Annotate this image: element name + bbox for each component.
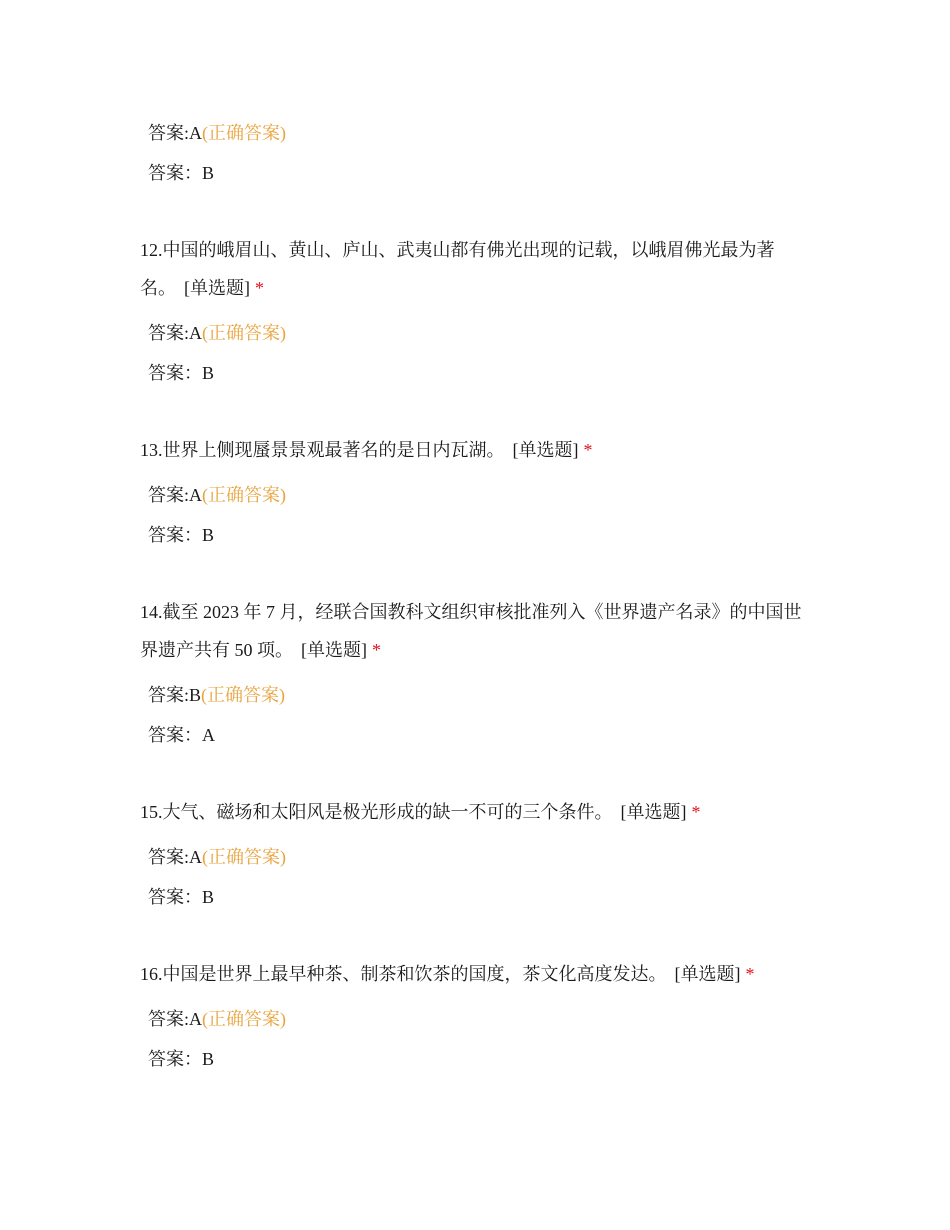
answer-prefix: 答案: <box>148 485 190 505</box>
question-block <box>140 955 805 993</box>
required-star: * <box>691 802 701 822</box>
question-text: 15.大气、磁场和太阳风是极光形成的缺一不可的三个条件。 <box>140 802 613 822</box>
answer-letter: B <box>202 525 215 545</box>
answer-prefix: 答案： <box>148 725 202 745</box>
answer-prefix: 答案: <box>148 123 190 143</box>
answer-prefix: 答案: <box>148 847 190 867</box>
question-type: [单选题] <box>674 964 741 984</box>
answer-prefix: 答案： <box>148 887 202 907</box>
answer-other <box>148 723 215 747</box>
answer-correct <box>148 483 286 507</box>
answer-prefix: 答案: <box>148 685 190 705</box>
answer-prefix: 答案： <box>148 525 202 545</box>
answer-correct <box>148 121 286 145</box>
answer-letter: B <box>189 685 202 705</box>
answer-prefix: 答案： <box>148 1049 202 1069</box>
answer-letter: A <box>189 847 203 867</box>
answer-letter: A <box>189 485 203 505</box>
question-text-line <box>140 231 805 307</box>
answer-other <box>148 885 214 909</box>
answer-letter: A <box>202 725 215 745</box>
required-star: * <box>583 440 593 460</box>
answer-correct <box>148 683 285 707</box>
answer-correct <box>148 845 286 869</box>
correct-answer-tag: (正确答案) <box>202 1009 287 1029</box>
correct-answer-tag: (正确答案) <box>202 485 287 505</box>
question-text: 12.中国的峨眉山、黄山、庐山、武夷山都有佛光出现的记载，以峨眉佛光最为著名。 <box>140 240 775 298</box>
answer-letter: A <box>189 1009 203 1029</box>
question-block <box>140 793 805 831</box>
question-text-line <box>140 793 805 831</box>
question-type: [单选题] <box>512 440 579 460</box>
question-type: [单选题] <box>620 802 687 822</box>
required-star: * <box>255 278 264 298</box>
answer-letter: B <box>202 363 215 383</box>
answer-prefix: 答案： <box>148 363 202 383</box>
answer-correct <box>148 1007 286 1031</box>
correct-answer-tag: (正确答案) <box>202 847 287 867</box>
question-type: [单选题] <box>301 640 367 660</box>
question-text-line <box>140 431 805 469</box>
question-text-line <box>140 593 805 669</box>
answer-letter: A <box>189 323 203 343</box>
answer-other <box>148 1047 214 1071</box>
question-text: 16.中国是世界上最早种茶、制茶和饮茶的国度，茶文化高度发达。 <box>140 964 667 984</box>
answer-correct <box>148 321 286 345</box>
correct-answer-tag: (正确答案) <box>201 685 286 705</box>
question-block <box>140 431 805 469</box>
question-text-line <box>140 955 805 993</box>
question-type: [单选题] <box>184 278 250 298</box>
required-star: * <box>372 640 381 660</box>
required-star: * <box>745 964 755 984</box>
correct-answer-tag: (正确答案) <box>202 323 287 343</box>
answer-other <box>148 361 214 385</box>
answer-prefix: 答案: <box>148 323 190 343</box>
answer-prefix: 答案: <box>148 1009 190 1029</box>
answer-other <box>148 523 214 547</box>
question-block <box>140 593 805 669</box>
answer-letter: B <box>202 1049 215 1069</box>
question-block <box>140 231 805 307</box>
answer-other <box>148 161 214 185</box>
correct-answer-tag: (正确答案) <box>202 123 287 143</box>
answer-letter: A <box>189 123 203 143</box>
answer-letter: B <box>202 163 215 183</box>
answer-letter: B <box>202 887 215 907</box>
answer-prefix: 答案： <box>148 163 202 183</box>
question-text: 14.截至 2023 年 7 月，经联合国教科文组织审核批准列入《世界遗产名录》的中国世界遗产共有 50 项。 <box>140 602 802 660</box>
question-text: 13.世界上侧现蜃景景观最著名的是日内瓦湖。 <box>140 440 505 460</box>
